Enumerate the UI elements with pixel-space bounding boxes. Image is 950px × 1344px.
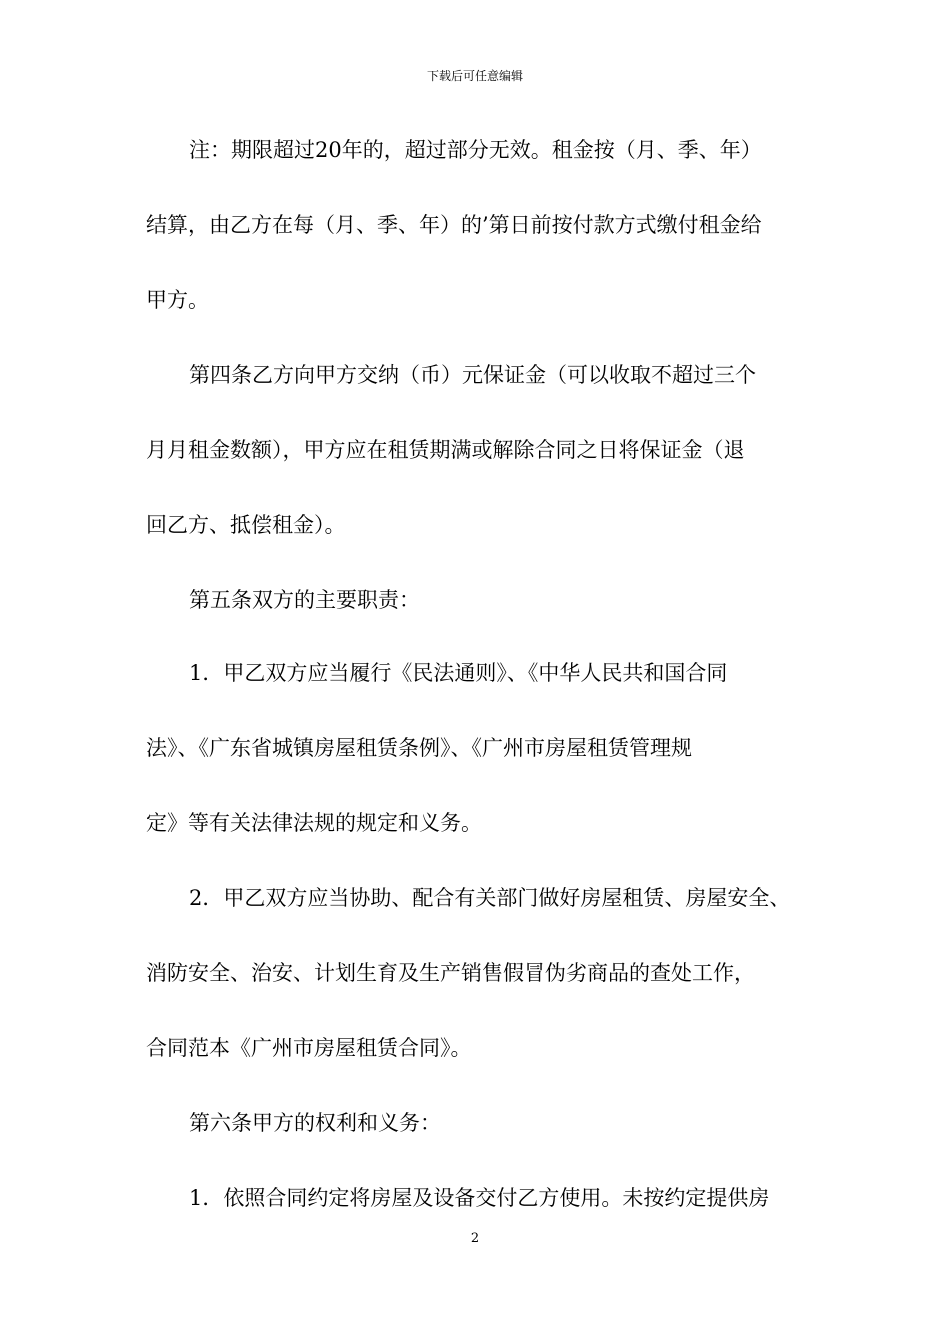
body-line: 定》等有关法律法规的规定和义务。 xyxy=(146,811,482,835)
body-line: 月月租金数额），甲方应在租赁期满或解除合同之日将保证金（退 xyxy=(146,438,745,462)
body-line: 法》、《广东省城镇房屋租赁条例》、《广州市房屋租赁管理规 xyxy=(146,736,692,760)
body-line: 1．甲乙双方应当履行《民法通则》、《中华人民共和国合同 xyxy=(189,661,728,685)
body-line: 回乙方、抵偿租金）。 xyxy=(146,513,346,537)
body-line: 消防安全、治安、计划生育及生产销售假冒伪劣商品的查处工作， xyxy=(146,961,755,985)
page-number: 2 xyxy=(470,1231,480,1246)
body-line: 注：期限超过20年的，超过部分无效。租金按（月、季、年） xyxy=(189,138,762,162)
page-header: 下载后可任意编辑 xyxy=(426,69,523,83)
body-line: 第五条双方的主要职责： xyxy=(189,588,420,612)
body-line: 1．依照合同约定将房屋及设备交付乙方使用。未按约定提供房 xyxy=(189,1186,770,1210)
body-line: 合同范本《广州市房屋租赁合同》。 xyxy=(146,1036,472,1060)
body-line: 第六条甲方的权利和义务： xyxy=(189,1111,441,1135)
body-line: 结算，由乙方在每（月、季、年）的’第日前按付款方式缴付租金给 xyxy=(146,213,762,237)
body-line: 2．甲乙双方应当协助、配合有关部门做好房屋租赁、房屋安全、 xyxy=(189,886,791,910)
body-line: 甲方。 xyxy=(146,288,209,312)
body-line: 第四条乙方向甲方交纳（币）元保证金（可以收取不超过三个 xyxy=(189,363,756,387)
